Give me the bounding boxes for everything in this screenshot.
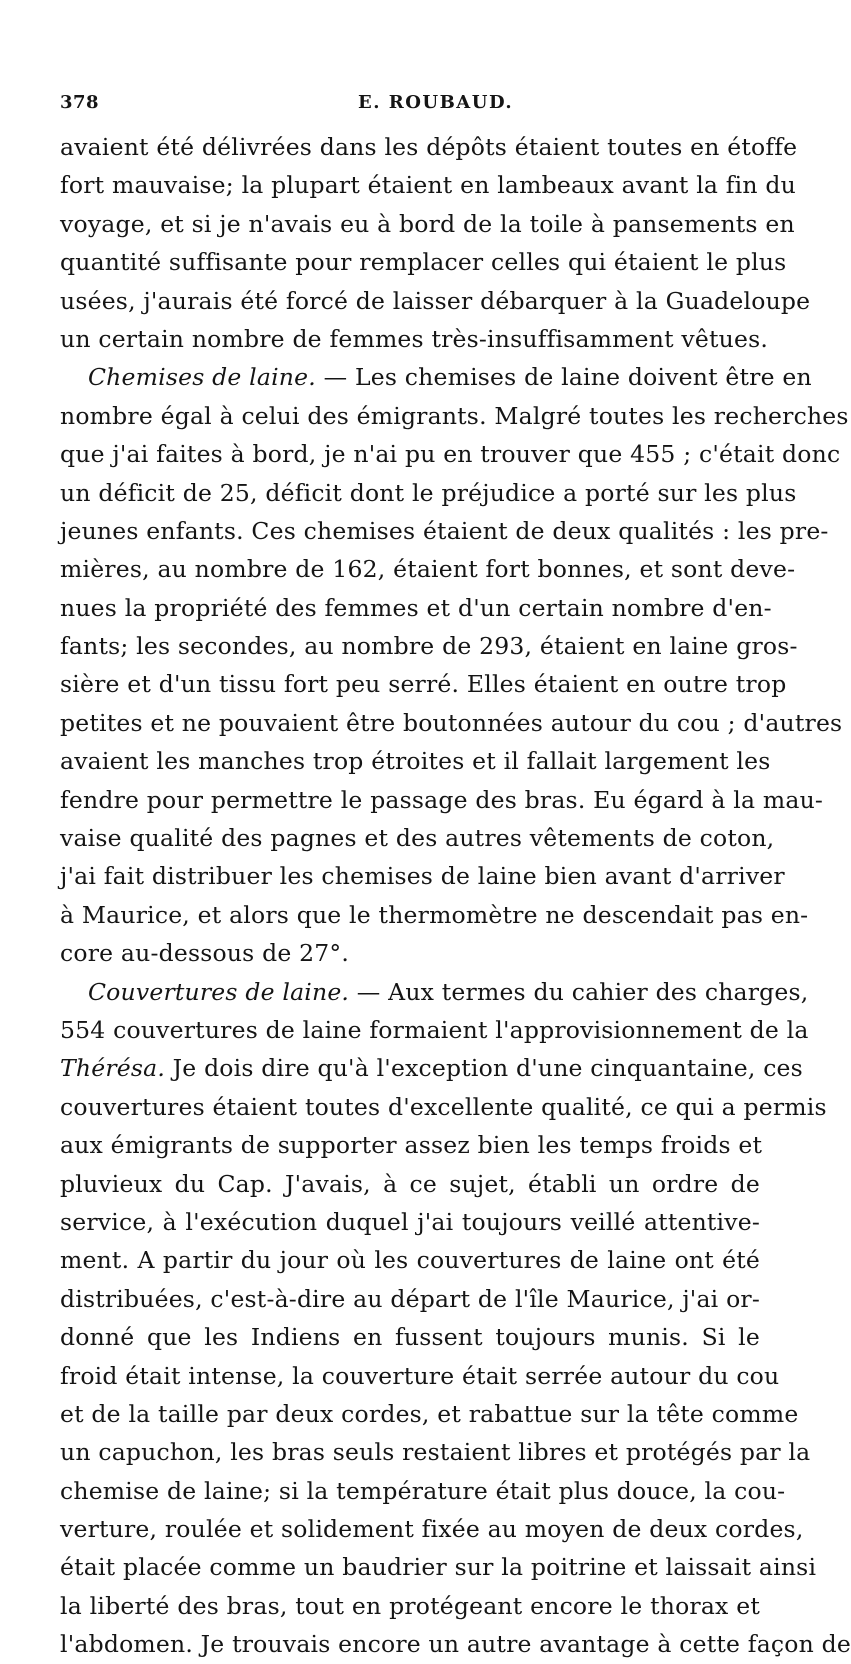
text-line <box>60 857 785 895</box>
text-line <box>60 896 809 934</box>
running-header <box>60 92 760 120</box>
text-line <box>60 358 812 396</box>
line-text: ment. A partir du jour où les couvertures de laine ont été <box>60 1246 760 1275</box>
line-text: et de la taille par deux cordes, et rabattue sur la tête comme <box>60 1399 799 1428</box>
line-text: à Maurice, et alors que le thermomètre ne descendait pas en- <box>60 900 809 929</box>
line-text: que j'ai faites à bord, je n'ai pu en trouver que 455 ; c'était donc <box>60 440 841 469</box>
running-header-author: E. ROUBAUD. <box>358 92 514 113</box>
text-line <box>60 973 809 1011</box>
line-text: quantité suffisante pour remplacer celles qui étaient le plus <box>60 248 787 277</box>
line-text: voyage, et si je n'avais eu à bord de la toile à pansements en <box>60 209 795 238</box>
text-line <box>60 1318 760 1356</box>
line-text: un capuchon, les bras seuls restaient libres et protégés par la <box>60 1438 811 1467</box>
line-text: distribuées, c'est-à-dire au départ de l'île Maurice, j'ai or- <box>60 1284 760 1313</box>
text-line <box>60 742 771 780</box>
line-text: mières, au nombre de 162, étaient fort bonnes, et sont deve- <box>60 555 796 584</box>
text-line <box>60 1011 809 1049</box>
line-text: service, à l'exécution duquel j'ai toujours veillé attentive- <box>60 1207 760 1236</box>
page-number: 378 <box>60 92 100 113</box>
text-line <box>60 1395 799 1433</box>
text-line <box>60 1088 827 1126</box>
line-text: petites et ne pouvaient être boutonnées autour du cou ; d'autres <box>60 708 843 737</box>
line-text: avaient les manches trop étroites et il fallait largement les <box>60 747 771 776</box>
text-line <box>60 128 798 166</box>
text-line <box>60 665 787 703</box>
text-line <box>60 397 849 435</box>
line-text: 554 couvertures de laine formaient l'approvisionnement de la <box>60 1015 809 1044</box>
text-line <box>60 550 796 588</box>
line-text: chemise de laine; si la température était plus douce, la cou- <box>60 1476 786 1505</box>
text-line <box>60 282 811 320</box>
line-text: l'abdomen. Je trouvais encore un autre avantage à cette façon de <box>60 1630 851 1659</box>
line-text: pluvieux du Cap. J'avais, à ce sujet, établi un ordre de <box>60 1169 760 1198</box>
line-text: core au-dessous de 27°. <box>60 939 350 968</box>
text-line <box>60 1165 760 1203</box>
text-line <box>60 1587 760 1625</box>
line-text: était placée comme un baudrier sur la poitrine et laissait ainsi <box>60 1553 817 1582</box>
text-line <box>60 435 841 473</box>
line-text: un certain nombre de femmes très-insuffisamment vêtues. <box>60 324 769 353</box>
line-text: nues la propriété des femmes et d'un certain nombre d'en- <box>60 593 772 622</box>
text-line <box>60 243 787 281</box>
text-line <box>60 205 795 243</box>
text-line <box>60 589 772 627</box>
text-line <box>60 1625 851 1663</box>
text-line <box>60 627 798 665</box>
line-text: un déficit de 25, déficit dont le préjudice a porté sur les plus <box>60 478 797 507</box>
body-text <box>60 128 851 1664</box>
text-line <box>60 1126 763 1164</box>
text-line <box>60 1548 817 1586</box>
text-line <box>60 474 797 512</box>
line-text: nombre égal à celui des émigrants. Malgré toutes les recherches <box>60 401 849 430</box>
line-text: Je dois dire qu'à l'exception d'une cinquantaine, ces <box>165 1054 803 1083</box>
line-text: donné que les Indiens en fussent toujours munis. Si le <box>60 1323 760 1352</box>
line-text: la liberté des bras, tout en protégeant encore le thorax et <box>60 1591 760 1620</box>
line-text: fort mauvaise; la plupart étaient en lambeaux avant la fin du <box>60 171 796 200</box>
line-text: — Aux termes du cahier des charges, <box>349 977 809 1006</box>
text-line <box>60 1203 760 1241</box>
line-text: fendre pour permettre le passage des bras. Eu égard à la mau- <box>60 785 824 814</box>
line-text: avaient été délivrées dans les dépôts étaient toutes en étoffe <box>60 133 798 161</box>
line-text: sière et d'un tissu fort peu serré. Elles étaient en outre trop <box>60 670 787 699</box>
line-text: froid était intense, la couverture était serrée autour du cou <box>60 1361 780 1390</box>
line-text: — Les chemises de laine doivent être en <box>315 363 812 392</box>
text-line <box>60 1049 803 1087</box>
line-text: vaise qualité des pagnes et des autres vêtements de coton, <box>60 824 775 853</box>
section-heading: Couvertures de laine. <box>88 977 350 1006</box>
line-text: j'ai fait distribuer les chemises de laine bien avant d'arriver <box>60 862 785 891</box>
line-text: verture, roulée et solidement fixée au moyen de deux cordes, <box>60 1515 804 1544</box>
text-line <box>60 1472 786 1510</box>
line-text: fants; les secondes, au nombre de 293, étaient en laine gros- <box>60 632 798 661</box>
line-text: jeunes enfants. Ces chemises étaient de deux qualités : les pre- <box>60 516 829 545</box>
text-line <box>60 1241 760 1279</box>
text-line <box>60 1510 804 1548</box>
text-line <box>60 781 824 819</box>
text-line <box>60 512 829 550</box>
text-line <box>60 1280 760 1318</box>
text-line <box>60 1433 811 1471</box>
text-line <box>60 819 775 857</box>
text-line <box>60 1357 780 1395</box>
text-line <box>60 166 796 204</box>
section-heading: Thérésa. <box>60 1054 165 1083</box>
text-line <box>60 704 843 742</box>
section-heading: Chemises de laine. <box>88 363 316 392</box>
text-line <box>60 320 769 358</box>
line-text: couvertures étaient toutes d'excellente qualité, ce qui a permis <box>60 1092 827 1121</box>
line-text: aux émigrants de supporter assez bien les temps froids et <box>60 1131 763 1160</box>
text-line <box>60 934 760 972</box>
line-text: usées, j'aurais été forcé de laisser débarquer à la Guadeloupe <box>60 286 811 315</box>
